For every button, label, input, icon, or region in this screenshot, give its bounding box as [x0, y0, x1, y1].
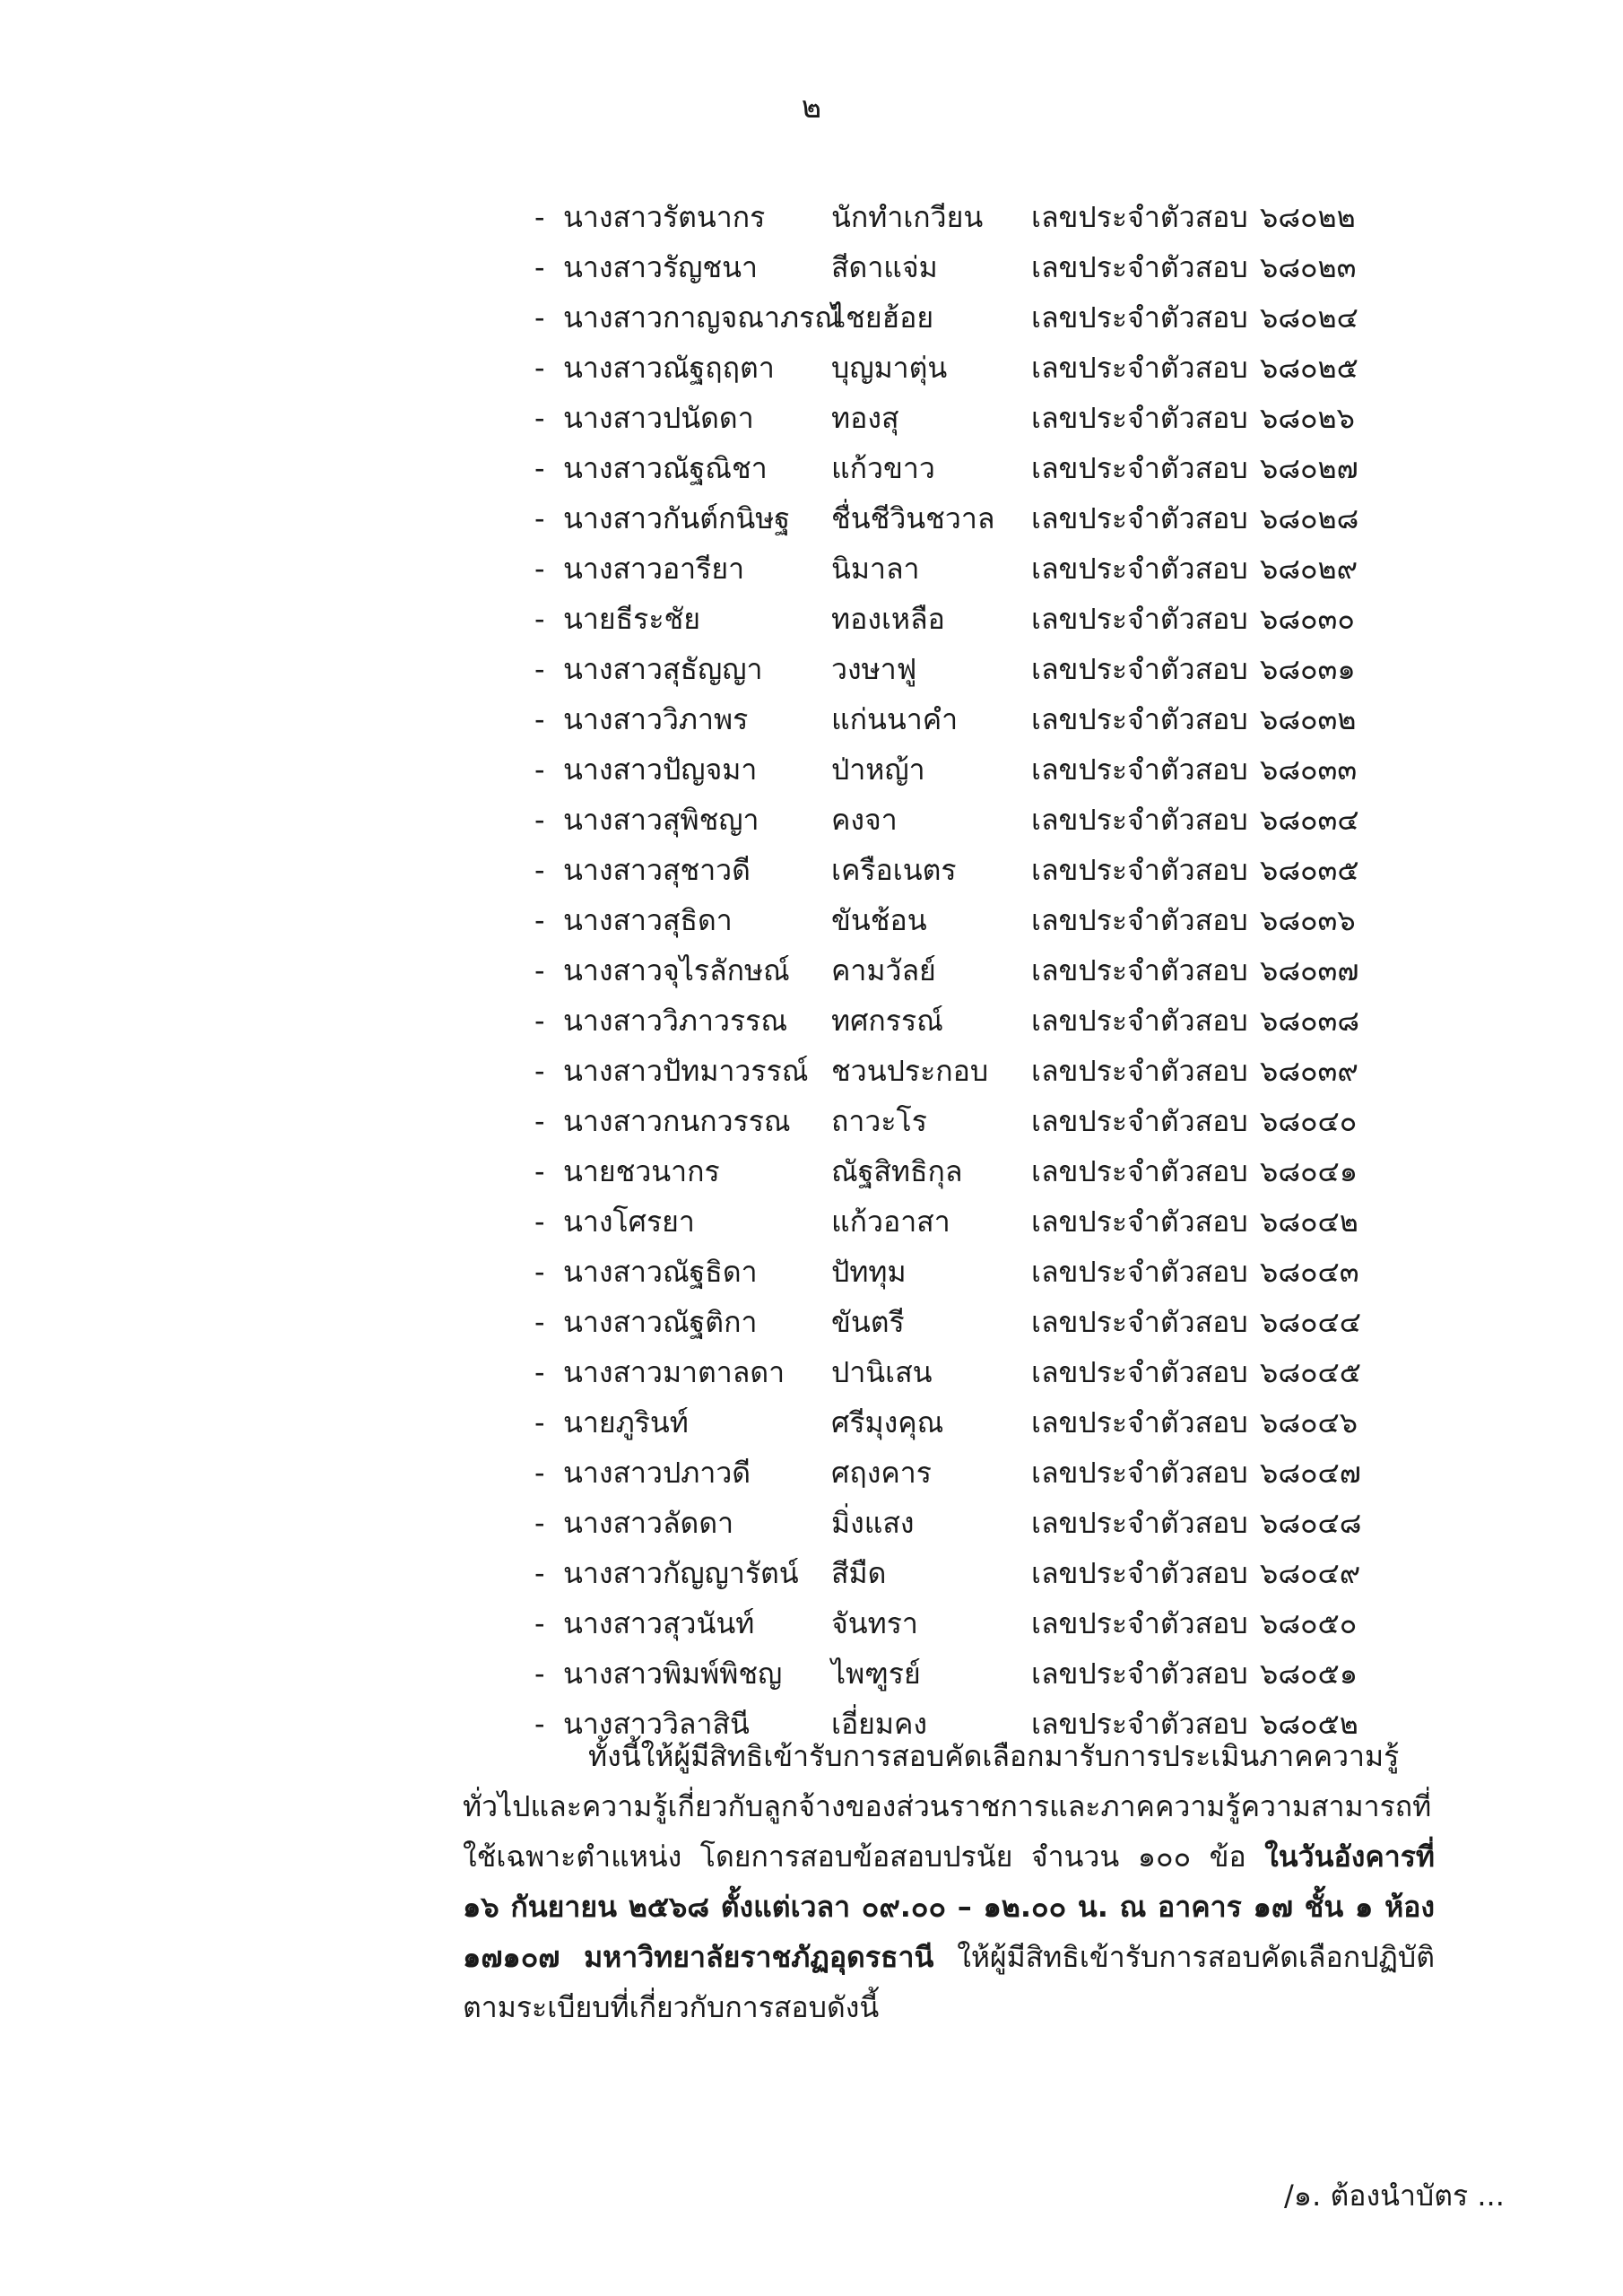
row-dash: - — [534, 451, 545, 485]
candidate-first-name: นางสาวกัญญารัตน์ — [563, 1556, 799, 1590]
exam-id-number: ๖๘๐๔๗ — [1260, 1456, 1361, 1490]
row-dash: - — [534, 752, 545, 787]
candidate-row — [0, 343, 1623, 393]
candidate-last-name: ณัฐสิทธิกุล — [831, 1154, 963, 1188]
exam-id-label: เลขประจำตัวสอบ — [1031, 1405, 1248, 1439]
exam-id-number: ๖๘๐๕๒ — [1260, 1707, 1358, 1741]
exam-id-number: ๖๘๐๓๔ — [1260, 803, 1359, 837]
exam-id-number: ๖๘๐๔๒ — [1260, 1205, 1358, 1239]
row-dash: - — [534, 853, 545, 887]
candidate-first-name: นางโศรยา — [563, 1205, 695, 1239]
paragraph-text-1: ทั้งนี้ให้ผู้มีสิทธิเข้ารับการสอบคัดเลือกมารับการประเมินภาคความรู้ทั่วไปและความรู้เกี่ยวกับลูกจ้างของส่วนราชการและภาคความรู้ความสามารถที่ใช้เฉพาะตำแหน่ง โดยการสอบข้อสอบปรนัย จำนวน ๑๐๐ ข้อ — [463, 1739, 1432, 1874]
candidate-last-name: ไพฑูรย์ — [831, 1657, 921, 1691]
candidate-row — [0, 292, 1623, 343]
exam-id-label: เลขประจำตัวสอบ — [1031, 200, 1248, 234]
candidate-last-name: ชวนประกอบ — [831, 1054, 989, 1088]
exam-id-number: ๖๘๐๓๐ — [1260, 602, 1355, 636]
candidate-first-name: นางสาวณัฐธิดา — [563, 1255, 758, 1289]
candidate-last-name: นิมาลา — [831, 552, 920, 586]
candidate-row — [0, 644, 1623, 694]
row-dash: - — [534, 1506, 545, 1540]
exam-id-number: ๖๘๐๒๓ — [1260, 250, 1357, 284]
candidate-first-name: นางสาวสุพิชญา — [563, 803, 759, 837]
candidate-row — [0, 845, 1623, 895]
exam-id-label: เลขประจำตัวสอบ — [1031, 752, 1248, 787]
exam-id-number: ๖๘๐๓๘ — [1260, 1004, 1360, 1038]
row-dash: - — [534, 602, 545, 636]
exam-id-label: เลขประจำตัวสอบ — [1031, 1355, 1248, 1389]
row-dash: - — [534, 1606, 545, 1640]
candidate-row — [0, 945, 1623, 996]
exam-id-label: เลขประจำตัวสอบ — [1031, 1707, 1248, 1741]
exam-id-label: เลขประจำตัวสอบ — [1031, 451, 1248, 485]
exam-id-label: เลขประจำตัวสอบ — [1031, 803, 1248, 837]
candidate-first-name: นางสาวลัดดา — [563, 1506, 734, 1540]
row-dash: - — [534, 702, 545, 736]
candidate-last-name: ศฤงคาร — [831, 1456, 932, 1490]
exam-id-label: เลขประจำตัวสอบ — [1031, 853, 1248, 887]
exam-id-label: เลขประจำตัวสอบ — [1031, 1255, 1248, 1289]
candidate-row — [0, 1498, 1623, 1548]
candidate-last-name: แก้วขาว — [831, 451, 935, 485]
candidate-last-name: ขันช้อน — [831, 903, 927, 937]
exam-id-label: เลขประจำตัวสอบ — [1031, 300, 1248, 335]
candidate-last-name: นักทำเกวียน — [831, 200, 984, 234]
candidate-last-name: แก้วอาสา — [831, 1205, 950, 1239]
row-dash: - — [534, 1355, 545, 1389]
candidate-first-name: นางสาวสุธัญญา — [563, 652, 763, 686]
candidate-first-name: นางสาวสุวนันท์ — [563, 1606, 755, 1640]
candidate-last-name: ทศกรรณ์ — [831, 1004, 943, 1038]
row-dash: - — [534, 552, 545, 586]
exam-id-label: เลขประจำตัวสอบ — [1031, 552, 1248, 586]
exam-id-label: เลขประจำตัวสอบ — [1031, 1456, 1248, 1490]
row-dash: - — [534, 401, 545, 435]
candidate-first-name: นางสาวปัญจมา — [563, 752, 758, 787]
exam-id-number: ๖๘๐๕๐ — [1260, 1606, 1358, 1640]
candidate-first-name: นางสาวปัทมาวรรณ์ — [563, 1054, 809, 1088]
row-dash: - — [534, 903, 545, 937]
row-dash: - — [534, 1707, 545, 1741]
exam-id-number: ๖๘๐๓๓ — [1260, 752, 1358, 787]
exam-id-label: เลขประจำตัวสอบ — [1031, 401, 1248, 435]
exam-id-label: เลขประจำตัวสอบ — [1031, 1154, 1248, 1188]
candidate-last-name: ปานิเสน — [831, 1355, 933, 1389]
candidate-last-name: จันทรา — [831, 1606, 918, 1640]
candidate-row — [0, 594, 1623, 644]
candidate-row — [0, 996, 1623, 1046]
candidate-last-name: มิ่งแสง — [831, 1506, 915, 1540]
candidate-row — [0, 242, 1623, 292]
candidate-row — [0, 1598, 1623, 1648]
candidate-first-name: นางสาววิลาสินี — [563, 1707, 750, 1741]
exam-id-number: ๖๘๐๓๗ — [1260, 953, 1359, 987]
candidate-last-name: ปัททุม — [831, 1255, 907, 1289]
candidate-first-name: นางสาววิภาวรรณ — [563, 1004, 787, 1038]
candidate-row — [0, 1347, 1623, 1397]
candidate-first-name: นางสาวสุชาวดี — [563, 853, 751, 887]
candidate-row — [0, 1046, 1623, 1096]
candidate-row — [0, 1397, 1623, 1448]
candidate-row — [0, 895, 1623, 945]
row-dash: - — [534, 300, 545, 335]
candidate-last-name: ทองสุ — [831, 401, 899, 435]
candidate-last-name: บุญมาตุ่น — [831, 351, 948, 385]
candidate-first-name: นางสาวปนัดดา — [563, 401, 754, 435]
candidate-last-name: เครือเนตร — [831, 853, 957, 887]
row-dash: - — [534, 1556, 545, 1590]
candidate-last-name: เอี่ยมคง — [831, 1707, 928, 1741]
exam-id-label: เลขประจำตัวสอบ — [1031, 1004, 1248, 1038]
exam-id-number: ๖๘๐๓๕ — [1260, 853, 1359, 887]
exam-id-number: ๖๘๐๕๑ — [1260, 1657, 1358, 1691]
candidate-last-name: ไชยฮ้อย — [831, 300, 934, 335]
candidate-first-name: นางสาววิภาพร — [563, 702, 749, 736]
candidate-first-name: นางสาวรัญชนา — [563, 250, 758, 284]
exam-id-label: เลขประจำตัวสอบ — [1031, 1054, 1248, 1088]
paragraph-exam-schedule: ในวันอังคารที่ ๑๖ กันยายน ๒๕๖๘ ตั้งแต่เวลา ๐๙.๐๐ – ๑๒.๐๐ น. ณ อาคาร ๑๗ ชั้น ๑ ห้อง ๑๗๑๐๗ มหาวิทยาลัยราชภัฏอุดรธานี — [463, 1839, 1436, 1974]
candidate-row — [0, 1448, 1623, 1498]
page-number: ๒ — [801, 90, 822, 126]
candidate-first-name: นายธีระชัย — [563, 602, 700, 636]
exam-id-label: เลขประจำตัวสอบ — [1031, 602, 1248, 636]
exam-id-number: ๖๘๐๒๔ — [1260, 300, 1358, 335]
exam-id-number: ๖๘๐๔๖ — [1260, 1405, 1358, 1439]
exam-id-label: เลขประจำตัวสอบ — [1031, 1657, 1248, 1691]
candidate-first-name: นางสาวณัฐณิชา — [563, 451, 768, 485]
paragraph-text-2: ให้ผู้มีสิทธิเข้ารับการสอบคัดเลือกปฏิบัติตามระเบียบที่เกี่ยวกับการสอบดังนี้ — [463, 1940, 1435, 2024]
candidate-last-name: สีดาแจ่ม — [831, 250, 938, 284]
row-dash: - — [534, 1657, 545, 1691]
exam-id-number: ๖๘๐๔๔ — [1260, 1305, 1361, 1339]
exam-id-label: เลขประจำตัวสอบ — [1031, 1104, 1248, 1138]
exam-id-number: ๖๘๐๔๘ — [1260, 1506, 1362, 1540]
row-dash: - — [534, 1104, 545, 1138]
candidate-first-name: นางสาวรัตนากร — [563, 200, 766, 234]
candidate-first-name: นางสาวณัฐฤฤตา — [563, 351, 775, 385]
row-dash: - — [534, 200, 545, 234]
row-dash: - — [534, 1405, 545, 1439]
candidate-row — [0, 795, 1623, 845]
exam-id-number: ๖๘๐๒๒ — [1260, 200, 1356, 234]
exam-id-number: ๖๘๐๒๖ — [1260, 401, 1355, 435]
continuation-reference: /๑. ต้องนำบัตร ... — [1284, 2179, 1505, 2213]
exam-instructions-paragraph — [463, 1731, 1435, 2032]
exam-id-number: ๖๘๐๓๑ — [1260, 652, 1356, 686]
candidate-first-name: นางสาวอารียา — [563, 552, 745, 586]
exam-id-number: ๖๘๐๓๖ — [1260, 903, 1356, 937]
exam-id-label: เลขประจำตัวสอบ — [1031, 1556, 1248, 1590]
candidate-last-name: แก่นนาคำ — [831, 702, 959, 736]
candidate-first-name: นางสาวณัฐติกา — [563, 1305, 758, 1339]
candidate-last-name: คงจา — [831, 803, 898, 837]
row-dash: - — [534, 953, 545, 987]
candidate-row — [0, 493, 1623, 544]
candidate-row — [0, 1146, 1623, 1196]
exam-id-number: ๖๘๐๔๕ — [1260, 1355, 1361, 1389]
candidate-row — [0, 192, 1623, 242]
candidate-first-name: นางสาวมาตาลดา — [563, 1355, 785, 1389]
exam-id-number: ๖๘๐๔๓ — [1260, 1255, 1359, 1289]
candidate-row — [0, 1297, 1623, 1347]
row-dash: - — [534, 1305, 545, 1339]
exam-id-number: ๖๘๐๔๙ — [1260, 1556, 1361, 1590]
candidate-first-name: นางสาวสุธิดา — [563, 903, 733, 937]
candidate-list — [0, 192, 1623, 1749]
candidate-last-name: ถาวะโร — [831, 1104, 927, 1138]
candidate-row — [0, 694, 1623, 744]
candidate-first-name: นางสาวกาญจณาภรณ์ — [563, 300, 841, 335]
candidate-row — [0, 1648, 1623, 1699]
row-dash: - — [534, 351, 545, 385]
exam-id-label: เลขประจำตัวสอบ — [1031, 903, 1248, 937]
row-dash: - — [534, 1456, 545, 1490]
candidate-first-name: นายภูรินท์ — [563, 1405, 689, 1439]
row-dash: - — [534, 803, 545, 837]
exam-id-number: ๖๘๐๒๕ — [1260, 351, 1358, 385]
candidate-last-name: ชื่นชีวินชวาล — [831, 501, 995, 535]
exam-id-number: ๖๘๐๓๒ — [1260, 702, 1357, 736]
candidate-first-name: นางสาวจุไรลักษณ์ — [563, 953, 790, 987]
exam-id-number: ๖๘๐๔๐ — [1260, 1104, 1358, 1138]
candidate-last-name: สีมืด — [831, 1556, 887, 1590]
exam-id-number: ๖๘๐๒๙ — [1260, 552, 1358, 586]
candidate-row — [0, 1096, 1623, 1146]
candidate-row — [0, 393, 1623, 443]
exam-id-number: ๖๘๐๔๑ — [1260, 1154, 1358, 1188]
candidate-last-name: ทองเหลือ — [831, 602, 945, 636]
candidate-first-name: นางสาวกนกวรรณ — [563, 1104, 791, 1138]
candidate-first-name: นางสาวพิมพ์พิชญ — [563, 1657, 783, 1691]
candidate-first-name: นางสาวปภาวดี — [563, 1456, 751, 1490]
exam-id-label: เลขประจำตัวสอบ — [1031, 1606, 1248, 1640]
exam-id-label: เลขประจำตัวสอบ — [1031, 953, 1248, 987]
exam-id-label: เลขประจำตัวสอบ — [1031, 250, 1248, 284]
candidate-row — [0, 744, 1623, 795]
exam-id-number: ๖๘๐๒๘ — [1260, 501, 1359, 535]
candidate-row — [0, 544, 1623, 594]
exam-id-label: เลขประจำตัวสอบ — [1031, 652, 1248, 686]
candidate-last-name: คามวัลย์ — [831, 953, 936, 987]
row-dash: - — [534, 1255, 545, 1289]
row-dash: - — [534, 250, 545, 284]
exam-id-label: เลขประจำตัวสอบ — [1031, 351, 1248, 385]
candidate-first-name: นายชวนากร — [563, 1154, 720, 1188]
candidate-last-name: วงษาฟู — [831, 652, 917, 686]
exam-id-label: เลขประจำตัวสอบ — [1031, 501, 1248, 535]
row-dash: - — [534, 501, 545, 535]
row-dash: - — [534, 652, 545, 686]
candidate-last-name: ขันตรี — [831, 1305, 905, 1339]
candidate-row — [0, 443, 1623, 493]
candidate-last-name: ศรีมุงคุณ — [831, 1405, 944, 1439]
candidate-row — [0, 1247, 1623, 1297]
exam-id-number: ๖๘๐๒๗ — [1260, 451, 1358, 485]
exam-id-label: เลขประจำตัวสอบ — [1031, 1305, 1248, 1339]
candidate-last-name: ป่าหญ้า — [831, 752, 925, 787]
candidate-first-name: นางสาวกันต์กนิษฐ — [563, 501, 790, 535]
candidate-row — [0, 1548, 1623, 1598]
candidate-row — [0, 1196, 1623, 1247]
row-dash: - — [534, 1205, 545, 1239]
exam-id-number: ๖๘๐๓๙ — [1260, 1054, 1358, 1088]
exam-id-label: เลขประจำตัวสอบ — [1031, 1506, 1248, 1540]
exam-id-label: เลขประจำตัวสอบ — [1031, 702, 1248, 736]
row-dash: - — [534, 1054, 545, 1088]
row-dash: - — [534, 1004, 545, 1038]
exam-id-label: เลขประจำตัวสอบ — [1031, 1205, 1248, 1239]
row-dash: - — [534, 1154, 545, 1188]
